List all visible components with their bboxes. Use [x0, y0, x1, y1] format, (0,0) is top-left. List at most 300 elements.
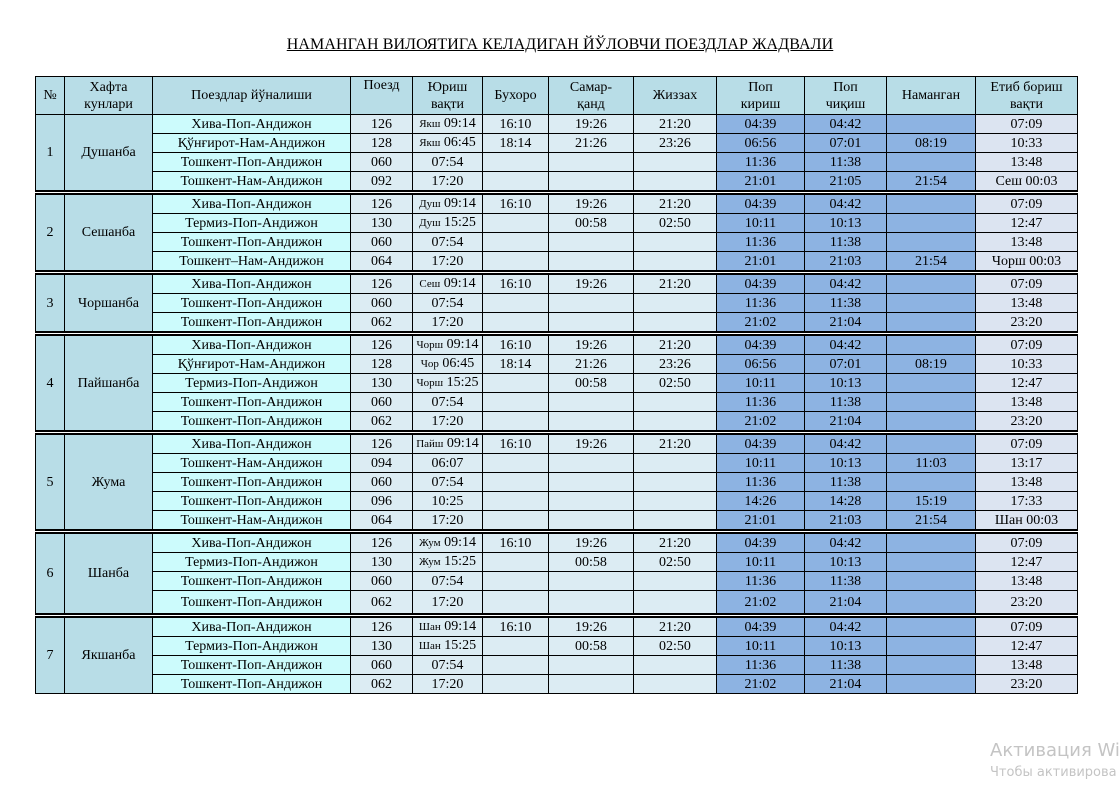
pop-out-cell: 10:13	[805, 553, 887, 572]
departure-day-prefix: Шан	[418, 621, 441, 633]
jizzakh-cell: 21:20	[634, 616, 717, 637]
route-cell: Хива-Поп-Андижон	[153, 532, 351, 553]
train-number-cell: 126	[351, 334, 413, 355]
train-number-cell: 062	[351, 675, 413, 694]
arrival-cell: 12:47	[976, 637, 1078, 656]
arrival-cell: 10:33	[976, 134, 1078, 153]
table-row	[36, 511, 1078, 532]
pop-in-cell: 11:36	[717, 294, 805, 313]
train-number-cell: 060	[351, 393, 413, 412]
departure-day-prefix: Чор	[420, 358, 439, 370]
route-cell: Хива-Поп-Андижон	[153, 193, 351, 214]
header-departure-line2: вақти	[430, 96, 465, 112]
arrival-cell: 07:09	[976, 616, 1078, 637]
route-cell: Тошкент-Поп-Андижон	[153, 294, 351, 313]
namangan-cell	[887, 473, 976, 492]
page-title: НАМАНГАН ВИЛОЯТИГА КЕЛАДИГАН ЙЎЛОВЧИ ПОЕЗДЛАР ЖАДВАЛИ	[286, 36, 834, 53]
departure-cell: 17:20	[413, 511, 483, 532]
departure-cell: 17:20	[413, 675, 483, 694]
jizzakh-cell: 21:20	[634, 433, 717, 454]
pop-out-cell: 11:38	[805, 233, 887, 252]
pop-in-cell: 11:36	[717, 393, 805, 412]
header-namangan: Наманган	[887, 77, 976, 115]
departure-cell: 07:54	[413, 656, 483, 675]
bukhara-cell	[483, 233, 549, 252]
route-cell: Хива-Поп-Андижон	[153, 115, 351, 134]
bukhara-cell	[483, 572, 549, 591]
route-cell: Тошкент-Поп-Андижон	[153, 473, 351, 492]
samarkand-cell: 19:26	[549, 115, 634, 134]
header-arrival-line1: Етиб бориш	[990, 79, 1063, 95]
arrival-cell: 12:47	[976, 553, 1078, 572]
namangan-cell	[887, 433, 976, 454]
bukhara-cell	[483, 153, 549, 172]
table-row	[36, 656, 1078, 675]
pop-out-cell: 04:42	[805, 433, 887, 454]
samarkand-cell	[549, 511, 634, 532]
namangan-cell	[887, 393, 976, 412]
bukhara-cell: 16:10	[483, 273, 549, 294]
arrival-cell: 07:09	[976, 193, 1078, 214]
train-number-cell: 060	[351, 233, 413, 252]
namangan-cell	[887, 374, 976, 393]
jizzakh-cell: 02:50	[634, 214, 717, 233]
header-arrival	[976, 77, 1078, 115]
table-row	[36, 492, 1078, 511]
train-number-cell: 128	[351, 134, 413, 153]
table-row	[36, 675, 1078, 694]
arrival-cell: 13:48	[976, 572, 1078, 591]
namangan-cell: 11:03	[887, 454, 976, 473]
samarkand-cell: 19:26	[549, 334, 634, 355]
header-weekday-line1: Хафта	[89, 79, 128, 95]
namangan-cell: 21:54	[887, 511, 976, 532]
route-cell: Тошкент-Поп-Андижон	[153, 412, 351, 433]
namangan-cell	[887, 313, 976, 334]
header-weekday-line2: кунлари	[84, 96, 133, 112]
route-cell: Тошкент–Нам-Андижон	[153, 252, 351, 273]
arrival-cell: Сеш 00:03	[976, 172, 1078, 193]
departure-day-prefix: Жум	[418, 537, 441, 549]
header-pop-out-line2: чиқиш	[825, 96, 866, 112]
departure-cell: 17:20	[413, 591, 483, 616]
departure-cell	[413, 553, 483, 572]
namangan-cell	[887, 675, 976, 694]
jizzakh-cell	[634, 252, 717, 273]
header-samarkand-line2: қанд	[577, 96, 605, 112]
jizzakh-cell: 23:26	[634, 134, 717, 153]
departure-time: 15:25	[446, 375, 479, 390]
pop-out-cell: 21:04	[805, 313, 887, 334]
departure-cell	[413, 214, 483, 233]
namangan-cell	[887, 637, 976, 656]
header-pop-in-line1: Поп	[748, 79, 773, 95]
departure-cell: 07:54	[413, 153, 483, 172]
watermark-line1: Активация Wi	[990, 740, 1120, 761]
weekday-cell: Сешанба	[65, 193, 153, 273]
header-row	[36, 77, 1078, 115]
header-bukhara: Бухоро	[483, 77, 549, 115]
weekday-cell: Жума	[65, 433, 153, 532]
departure-cell	[413, 273, 483, 294]
table-row	[36, 313, 1078, 334]
departure-cell	[413, 193, 483, 214]
pop-in-cell: 04:39	[717, 273, 805, 294]
jizzakh-cell	[634, 511, 717, 532]
table-row	[36, 252, 1078, 273]
departure-cell	[413, 115, 483, 134]
pop-in-cell: 21:01	[717, 252, 805, 273]
pop-out-cell: 21:05	[805, 172, 887, 193]
jizzakh-cell	[634, 492, 717, 511]
samarkand-cell: 19:26	[549, 193, 634, 214]
route-cell: Тошкент-Поп-Андижон	[153, 591, 351, 616]
train-number-cell: 126	[351, 433, 413, 454]
samarkand-cell: 19:26	[549, 273, 634, 294]
table-row	[36, 374, 1078, 393]
bukhara-cell: 16:10	[483, 433, 549, 454]
arrival-cell: 07:09	[976, 433, 1078, 454]
jizzakh-cell: 02:50	[634, 374, 717, 393]
pop-out-cell: 10:13	[805, 637, 887, 656]
train-number-cell: 126	[351, 273, 413, 294]
table-row	[36, 572, 1078, 591]
departure-cell	[413, 334, 483, 355]
bukhara-cell: 16:10	[483, 616, 549, 637]
train-number-cell: 062	[351, 591, 413, 616]
samarkand-cell: 00:58	[549, 214, 634, 233]
pop-in-cell: 10:11	[717, 214, 805, 233]
jizzakh-cell: 21:20	[634, 115, 717, 134]
pop-out-cell: 04:42	[805, 193, 887, 214]
namangan-cell: 08:19	[887, 134, 976, 153]
jizzakh-cell	[634, 313, 717, 334]
schedule-body	[36, 115, 1078, 694]
pop-in-cell: 11:36	[717, 473, 805, 492]
departure-cell	[413, 433, 483, 454]
pop-in-cell: 04:39	[717, 532, 805, 553]
route-cell: Тошкент-Поп-Андижон	[153, 393, 351, 412]
pop-out-cell: 10:13	[805, 214, 887, 233]
departure-cell	[413, 355, 483, 374]
weekday-cell: Якшанба	[65, 616, 153, 694]
pop-out-cell: 07:01	[805, 355, 887, 374]
samarkand-cell: 21:26	[549, 134, 634, 153]
route-cell: Тошкент-Поп-Андижон	[153, 492, 351, 511]
pop-out-cell: 11:38	[805, 393, 887, 412]
jizzakh-cell	[634, 153, 717, 172]
samarkand-cell: 19:26	[549, 433, 634, 454]
train-number-cell: 060	[351, 473, 413, 492]
arrival-cell: 07:09	[976, 115, 1078, 134]
jizzakh-cell	[634, 473, 717, 492]
namangan-cell	[887, 153, 976, 172]
arrival-cell: Шан 00:03	[976, 511, 1078, 532]
jizzakh-cell: 02:50	[634, 637, 717, 656]
table-row	[36, 334, 1078, 355]
departure-time: 09:14	[443, 116, 476, 131]
arrival-cell: 12:47	[976, 374, 1078, 393]
samarkand-cell	[549, 591, 634, 616]
departure-time: 09:14	[446, 337, 479, 352]
bukhara-cell: 16:10	[483, 115, 549, 134]
bukhara-cell: 16:10	[483, 334, 549, 355]
table-row	[36, 553, 1078, 572]
samarkand-cell	[549, 393, 634, 412]
arrival-cell: 13:48	[976, 473, 1078, 492]
departure-cell: 07:54	[413, 473, 483, 492]
pop-in-cell: 10:11	[717, 637, 805, 656]
header-samarkand-line1: Самар-	[569, 79, 613, 95]
train-number-cell: 096	[351, 492, 413, 511]
pop-out-cell: 14:28	[805, 492, 887, 511]
day-number-cell: 4	[36, 334, 65, 433]
pop-out-cell: 04:42	[805, 334, 887, 355]
watermark-line2: Чтобы активирова	[990, 765, 1117, 780]
bukhara-cell	[483, 454, 549, 473]
table-row	[36, 273, 1078, 294]
departure-cell	[413, 616, 483, 637]
pop-in-cell: 10:11	[717, 553, 805, 572]
samarkand-cell	[549, 412, 634, 433]
pop-in-cell: 04:39	[717, 616, 805, 637]
table-row	[36, 193, 1078, 214]
samarkand-cell: 21:26	[549, 355, 634, 374]
arrival-cell: 13:17	[976, 454, 1078, 473]
arrival-cell: 23:20	[976, 591, 1078, 616]
train-number-cell: 064	[351, 511, 413, 532]
route-cell: Тошкент-Нам-Андижон	[153, 454, 351, 473]
departure-cell: 07:54	[413, 233, 483, 252]
bukhara-cell	[483, 553, 549, 572]
pop-out-cell: 04:42	[805, 532, 887, 553]
departure-day-prefix: Якш	[419, 137, 441, 149]
route-cell: Тошкент-Нам-Андижон	[153, 172, 351, 193]
namangan-cell	[887, 553, 976, 572]
departure-time: 09:14	[444, 196, 476, 211]
table-row	[36, 355, 1078, 374]
bukhara-cell: 18:14	[483, 355, 549, 374]
jizzakh-cell	[634, 572, 717, 591]
pop-in-cell: 21:02	[717, 675, 805, 694]
weekday-cell: Шанба	[65, 532, 153, 616]
arrival-cell: 13:48	[976, 393, 1078, 412]
pop-in-cell: 10:11	[717, 374, 805, 393]
samarkand-cell	[549, 492, 634, 511]
jizzakh-cell	[634, 393, 717, 412]
pop-out-cell: 21:04	[805, 412, 887, 433]
train-number-cell: 064	[351, 252, 413, 273]
arrival-cell: 10:33	[976, 355, 1078, 374]
namangan-cell	[887, 532, 976, 553]
departure-day-prefix: Чорш	[416, 339, 444, 351]
departure-day-prefix: Пайш	[416, 438, 444, 450]
departure-day-prefix: Душ	[419, 198, 441, 210]
train-number-cell: 130	[351, 553, 413, 572]
header-route: Поездлар йўналиши	[153, 77, 351, 115]
jizzakh-cell: 02:50	[634, 553, 717, 572]
route-cell: Тошкент-Поп-Андижон	[153, 675, 351, 694]
route-cell: Термиз-Поп-Андижон	[153, 637, 351, 656]
train-number-cell: 060	[351, 572, 413, 591]
route-cell: Қўнғирот-Нам-Андижон	[153, 355, 351, 374]
departure-cell: 06:07	[413, 454, 483, 473]
train-number-cell: 126	[351, 616, 413, 637]
samarkand-cell: 19:26	[549, 616, 634, 637]
train-number-cell: 126	[351, 532, 413, 553]
samarkand-cell	[549, 454, 634, 473]
samarkand-cell	[549, 313, 634, 334]
bukhara-cell	[483, 313, 549, 334]
pop-in-cell: 04:39	[717, 433, 805, 454]
pop-in-cell: 21:02	[717, 591, 805, 616]
departure-day-prefix: Шан	[418, 640, 441, 652]
train-number-cell: 130	[351, 374, 413, 393]
samarkand-cell	[549, 294, 634, 313]
train-number-cell: 062	[351, 313, 413, 334]
namangan-cell	[887, 572, 976, 591]
route-cell: Хива-Поп-Андижон	[153, 273, 351, 294]
pop-out-cell: 21:04	[805, 675, 887, 694]
jizzakh-cell: 23:26	[634, 355, 717, 374]
table-row	[36, 214, 1078, 233]
namangan-cell: 08:19	[887, 355, 976, 374]
jizzakh-cell	[634, 412, 717, 433]
table-row	[36, 412, 1078, 433]
arrival-cell: 13:48	[976, 294, 1078, 313]
route-cell: Хива-Поп-Андижон	[153, 616, 351, 637]
table-row	[36, 532, 1078, 553]
departure-time: 06:45	[443, 135, 476, 150]
route-cell: Тошкент-Поп-Андижон	[153, 313, 351, 334]
train-number-cell: 126	[351, 193, 413, 214]
namangan-cell: 15:19	[887, 492, 976, 511]
pop-out-cell: 04:42	[805, 273, 887, 294]
bukhara-cell	[483, 511, 549, 532]
departure-cell	[413, 134, 483, 153]
jizzakh-cell: 21:20	[634, 193, 717, 214]
jizzakh-cell: 21:20	[634, 273, 717, 294]
table-row	[36, 473, 1078, 492]
arrival-cell: Чорш 00:03	[976, 252, 1078, 273]
departure-time: 15:25	[444, 554, 477, 569]
samarkand-cell	[549, 656, 634, 675]
bukhara-cell	[483, 492, 549, 511]
day-number-cell: 5	[36, 433, 65, 532]
jizzakh-cell: 21:20	[634, 532, 717, 553]
bukhara-cell	[483, 675, 549, 694]
route-cell: Тошкент-Поп-Андижон	[153, 233, 351, 252]
pop-out-cell: 11:38	[805, 473, 887, 492]
weekday-cell: Чоршанба	[65, 273, 153, 334]
pop-in-cell: 21:01	[717, 172, 805, 193]
header-pop-out-line1: Поп	[833, 79, 858, 95]
pop-out-cell: 10:13	[805, 454, 887, 473]
arrival-cell: 07:09	[976, 273, 1078, 294]
jizzakh-cell	[634, 454, 717, 473]
departure-day-prefix: Якш	[419, 118, 441, 130]
arrival-cell: 23:20	[976, 675, 1078, 694]
departure-time: 15:25	[444, 215, 476, 230]
route-cell: Тошкент-Поп-Андижон	[153, 656, 351, 675]
train-number-cell: 094	[351, 454, 413, 473]
train-number-cell: 126	[351, 115, 413, 134]
header-pop-in-line2: кириш	[740, 96, 781, 112]
departure-time: 09:14	[444, 535, 477, 550]
departure-cell	[413, 637, 483, 656]
table-row	[36, 233, 1078, 252]
table-row	[36, 591, 1078, 616]
route-cell: Термиз-Поп-Андижон	[153, 553, 351, 572]
arrival-cell: 17:33	[976, 492, 1078, 511]
pop-out-cell: 04:42	[805, 616, 887, 637]
table-row	[36, 294, 1078, 313]
pop-in-cell: 10:11	[717, 454, 805, 473]
weekday-cell: Душанба	[65, 115, 153, 193]
train-number-cell: 130	[351, 214, 413, 233]
route-cell: Тошкент-Нам-Андижон	[153, 511, 351, 532]
departure-cell: 07:54	[413, 294, 483, 313]
header-pop-in	[717, 77, 805, 115]
departure-cell	[413, 374, 483, 393]
samarkand-cell: 00:58	[549, 637, 634, 656]
departure-cell: 17:20	[413, 172, 483, 193]
header-pop-out	[805, 77, 887, 115]
pop-out-cell: 21:04	[805, 591, 887, 616]
departure-time: 09:14	[444, 619, 477, 634]
train-number-cell: 130	[351, 637, 413, 656]
departure-cell: 07:54	[413, 393, 483, 412]
route-cell: Термиз-Поп-Андижон	[153, 214, 351, 233]
pop-in-cell: 11:36	[717, 656, 805, 675]
bukhara-cell	[483, 294, 549, 313]
table-row	[36, 115, 1078, 134]
header-weekday	[65, 77, 153, 115]
namangan-cell: 21:54	[887, 172, 976, 193]
pop-out-cell: 04:42	[805, 115, 887, 134]
departure-cell: 17:20	[413, 412, 483, 433]
pop-out-cell: 11:38	[805, 656, 887, 675]
day-number-cell: 2	[36, 193, 65, 273]
namangan-cell: 21:54	[887, 252, 976, 273]
bukhara-cell: 16:10	[483, 193, 549, 214]
table-row	[36, 433, 1078, 454]
pop-in-cell: 06:56	[717, 134, 805, 153]
table-row	[36, 172, 1078, 193]
namangan-cell	[887, 233, 976, 252]
samarkand-cell	[549, 675, 634, 694]
bukhara-cell	[483, 637, 549, 656]
weekday-cell: Пайшанба	[65, 334, 153, 433]
samarkand-cell	[549, 572, 634, 591]
bukhara-cell: 18:14	[483, 134, 549, 153]
route-cell: Тошкент-Поп-Андижон	[153, 572, 351, 591]
day-number-cell: 1	[36, 115, 65, 193]
train-number-cell: 092	[351, 172, 413, 193]
samarkand-cell	[549, 473, 634, 492]
day-number-cell: 3	[36, 273, 65, 334]
pop-in-cell: 21:01	[717, 511, 805, 532]
pop-in-cell: 21:02	[717, 313, 805, 334]
route-cell: Термиз-Поп-Андижон	[153, 374, 351, 393]
namangan-cell	[887, 334, 976, 355]
pop-in-cell: 04:39	[717, 193, 805, 214]
pop-in-cell: 04:39	[717, 334, 805, 355]
jizzakh-cell	[634, 591, 717, 616]
bukhara-cell	[483, 656, 549, 675]
jizzakh-cell	[634, 656, 717, 675]
bukhara-cell	[483, 252, 549, 273]
